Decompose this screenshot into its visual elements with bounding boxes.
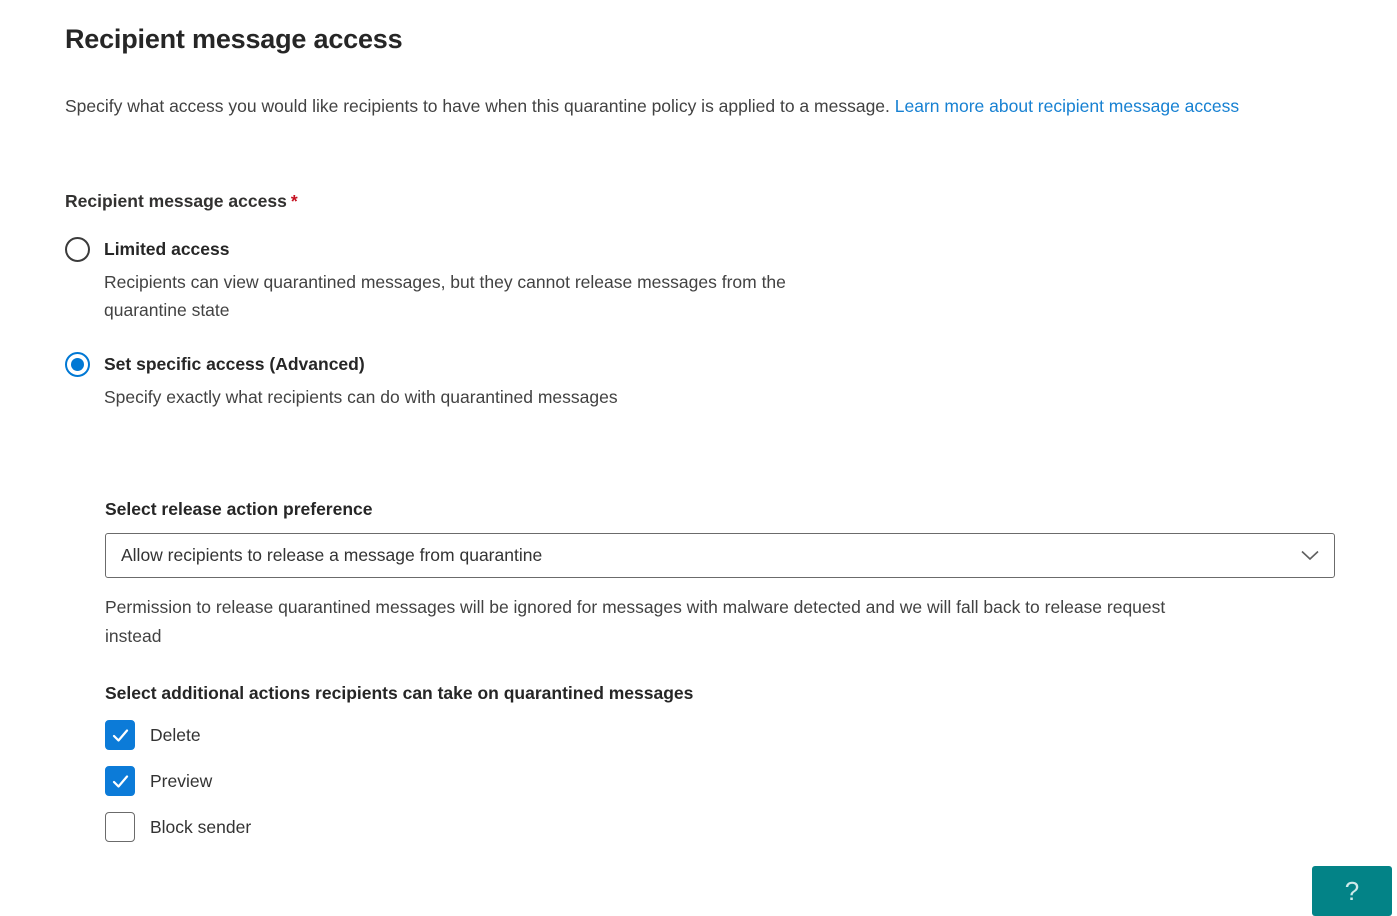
chevron-down-icon	[1301, 550, 1319, 561]
radio-button-limited-access[interactable]	[65, 237, 90, 262]
access-field-label	[65, 191, 1337, 212]
radio-description-limited-access: Recipients can view quarantined messages, but they cannot release messages from the quarantine state	[104, 271, 786, 320]
checkbox-row-preview[interactable]	[105, 766, 1337, 796]
release-preference-selected-value: Allow recipients to release a message from quarantine	[121, 545, 543, 565]
help-button[interactable]	[1312, 866, 1392, 916]
advanced-access-subsection	[105, 499, 1337, 842]
radio-row-set-specific-access[interactable]	[65, 352, 1337, 377]
radio-row-limited-access[interactable]	[65, 237, 1337, 262]
radio-option-set-specific-access	[65, 352, 1337, 412]
radio-button-set-specific-access[interactable]	[65, 352, 90, 377]
checkmark-icon	[112, 728, 129, 743]
learn-more-link[interactable]: Learn more about recipient message access	[894, 96, 1240, 116]
additional-actions-label: Select additional actions recipients can take on quarantined messages	[105, 683, 694, 703]
checkmark-icon	[112, 774, 129, 789]
radio-description-set-specific-access: Specify exactly what recipients can do with quarantined messages	[104, 386, 618, 407]
checkbox-preview[interactable]	[105, 766, 135, 796]
question-mark-icon: ?	[1344, 875, 1360, 906]
radio-label-set-specific-access: Set specific access (Advanced)	[104, 353, 365, 374]
release-preference-note: Permission to release quarantined messages will be ignored for messages with malware detected and we will fall back to release request instead	[105, 597, 1166, 646]
radio-option-limited-access	[65, 237, 1337, 325]
checkbox-label-delete: Delete	[150, 724, 201, 745]
page-title: Recipient message access	[65, 24, 403, 54]
radio-label-limited-access: Limited access	[104, 238, 230, 259]
checkbox-delete[interactable]	[105, 720, 135, 750]
checkbox-row-delete[interactable]	[105, 720, 1337, 750]
checkbox-label-block-sender: Block sender	[150, 816, 252, 837]
page-description-text: Specify what access you would like recipients to have when this quarantine policy is applied to a message.	[65, 96, 890, 116]
required-asterisk: *	[290, 190, 298, 211]
release-preference-dropdown[interactable]	[105, 533, 1335, 578]
checkbox-row-block-sender[interactable]	[105, 812, 1337, 842]
checkbox-block-sender[interactable]	[105, 812, 135, 842]
access-field-label-text: Recipient message access	[65, 190, 287, 211]
release-preference-label: Select release action preference	[105, 499, 373, 519]
page-description	[65, 92, 1255, 121]
checkbox-label-preview: Preview	[150, 770, 213, 791]
